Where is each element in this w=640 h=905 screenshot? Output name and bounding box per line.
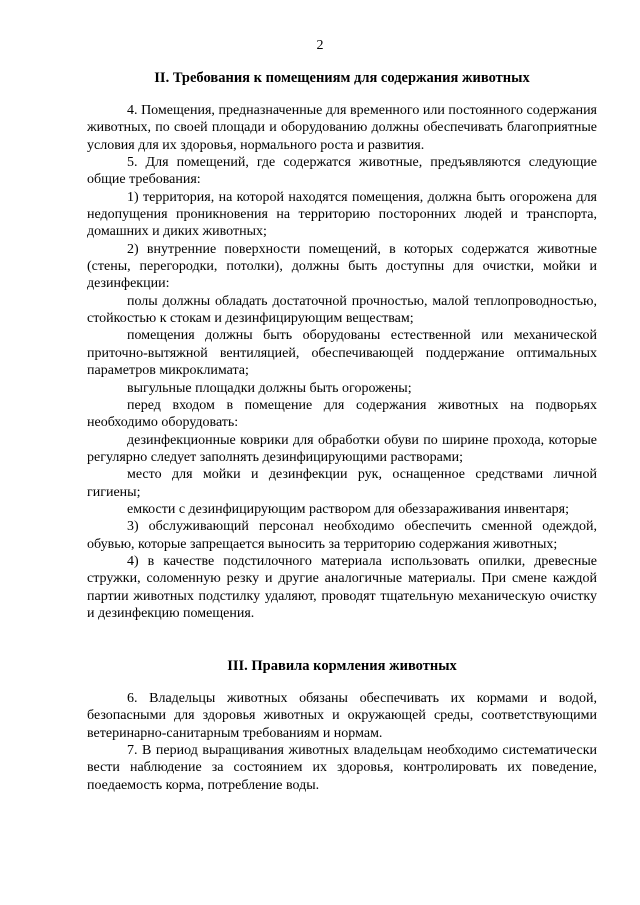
paragraph-5-item-4: 4) в качестве подстилочного материала использовать опилки, древесные стружки, соломенную резку и другие аналогичные материалы. При смене каждой партии животных подстилку удаляют, проводят тщательную механическую очистку и дезинфекцию помещения.	[87, 553, 597, 621]
paragraph-hand-washing: место для мойки и дезинфекции рук, оснащенное средствами личной гигиены;	[87, 467, 597, 500]
section-feeding-rules	[87, 657, 597, 794]
paragraph-entrance: перед входом в помещение для содержания животных на подворьях необходимо оборудовать:	[87, 397, 597, 431]
section-heading: II. Требования к помещениям для содержания животных	[154, 70, 530, 86]
paragraph-5-item-2: 2) внутренние поверхности помещений, в которых содержатся животные (стены, перегородки, потолки), должны быть доступны для очистки, мойки и дезинфекции:	[87, 241, 597, 292]
paragraph-5-item-1: 1) территория, на которой находятся помещения, должна быть огорожена для недопущения проникновения на территорию посторонних людей и транспорта, домашних и диких животных;	[87, 189, 597, 240]
paragraph-6: 6. Владельцы животных обязаны обеспечивать их кормами и водой, безопасными для здоровья животных и окружающей среды, соответствующими ветеринарно-санитарным требованиям и нормам.	[87, 691, 597, 741]
paragraph-floors: полы должны обладать достаточной прочностью, малой теплопроводностью, стойкостью к стокам и дезинфицирующим веществам;	[87, 293, 597, 327]
paragraph-ventilation: помещения должны быть оборудованы естественной или механической приточно-вытяжной вентиляцией, обеспечивающей поддержание оптимальных параметров микроклимата;	[87, 328, 597, 379]
paragraph-5-item-3: 3) обслуживающий персонал необходимо обеспечить сменной одеждой, обувью, которые запрещается выносить за территорию содержания животных;	[87, 519, 597, 552]
section-premises-requirements	[87, 69, 597, 622]
page-number: 2	[316, 38, 324, 53]
paragraph-disinfection-mats: дезинфекционные коврики для обработки обуви по ширине прохода, которые регулярно следует заполнять дезинфицирующими растворами;	[87, 432, 597, 465]
paragraph-7: 7. В период выращивания животных владельцам необходимо систематически вести наблюдение за состоянием их здоровья, контролировать их поведение, поедаемость корма, потребление воды.	[87, 743, 597, 793]
paragraph-walking-areas: выгульные площадки должны быть огорожены;	[127, 380, 412, 396]
paragraph-4: 4. Помещения, предназначенные для временного или постоянного содержания животных, по своей площади и оборудованию должны обеспечивать благоприятные условия для их здоровья, нормального роста и развития.	[87, 103, 597, 153]
paragraph-containers: емкости с дезинфицирующим раствором для обеззараживания инвентаря;	[127, 501, 569, 517]
section-heading: III. Правила кормления животных	[227, 658, 457, 674]
paragraph-5: 5. Для помещений, где содержатся животные, предъявляются следующие общие требования:	[87, 155, 597, 188]
